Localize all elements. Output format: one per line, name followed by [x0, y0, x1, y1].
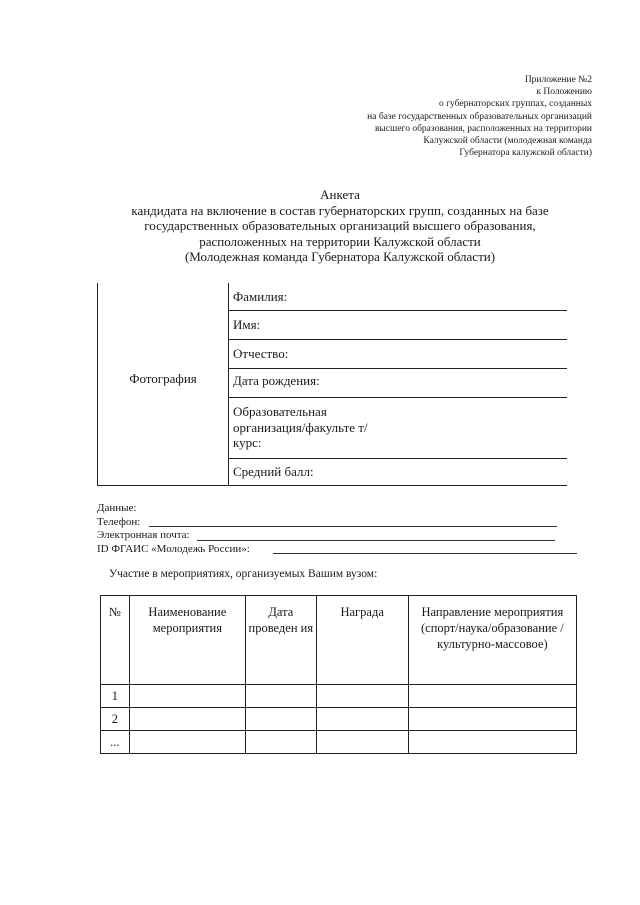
form-heading: Анкета: [320, 187, 360, 202]
col-direction-header: Направление мероприятия (спорт/наука/образование /культурно-массовое): [408, 596, 576, 685]
appendix-note: [292, 74, 592, 159]
birth-date-field[interactable]: [229, 369, 568, 398]
appendix-line: Калужской области (молодежная команда: [423, 136, 592, 147]
appendix-line: высшего образования, расположенных на территории: [374, 123, 592, 134]
fgais-input-line[interactable]: [273, 553, 577, 554]
first-name-label: Имя:: [233, 317, 261, 332]
first-name-field[interactable]: [229, 311, 568, 340]
fgais-row: [97, 543, 597, 557]
phone-row: [97, 516, 597, 530]
event-date-cell[interactable]: [246, 731, 317, 754]
event-name-cell[interactable]: [129, 731, 245, 754]
row-number: ...: [101, 731, 130, 754]
table-row: [101, 731, 577, 754]
surname-field[interactable]: [229, 283, 568, 311]
table-row: [101, 685, 577, 708]
col-number-header: №: [101, 596, 130, 685]
candidate-info-table: [97, 283, 567, 486]
event-direction-cell[interactable]: [408, 731, 576, 754]
email-input-line[interactable]: [197, 540, 555, 541]
photo-label: Фотография: [129, 371, 197, 386]
phone-label: Телефон:: [97, 515, 141, 528]
events-header-row: [101, 596, 577, 685]
surname-label: Фамилия:: [233, 289, 288, 304]
event-date-cell[interactable]: [246, 708, 317, 731]
fgais-label: ID ФГАИС «Молодежь России»:: [97, 542, 250, 555]
form-subtitle-line: государственных образовательных организаций высшего образования,: [144, 218, 536, 233]
participation-label: Участие в мероприятиях, организуемых Вашим вузом:: [109, 568, 378, 580]
appendix-line: о губернаторских группах, созданных: [439, 99, 592, 110]
phone-input-line[interactable]: [149, 526, 557, 527]
row-number: 1: [101, 685, 130, 708]
average-grade-label: Средний балл:: [233, 464, 314, 479]
average-grade-field[interactable]: [229, 459, 568, 486]
email-row: [97, 529, 597, 543]
photo-placeholder: [98, 283, 229, 486]
col-award-header: Награда: [316, 596, 408, 685]
event-date-cell[interactable]: [246, 685, 317, 708]
event-direction-cell[interactable]: [408, 685, 576, 708]
appendix-line: Губернатора калужской области): [459, 148, 592, 159]
row-number: 2: [101, 708, 130, 731]
email-label: Электронная почта:: [97, 529, 190, 541]
education-field[interactable]: [229, 398, 568, 459]
event-name-cell[interactable]: [129, 685, 245, 708]
form-title: [90, 187, 590, 265]
event-award-cell[interactable]: [316, 685, 408, 708]
table-row: [101, 708, 577, 731]
event-name-cell[interactable]: [129, 708, 245, 731]
appendix-line: на базе государственных образовательных организаций: [367, 111, 592, 122]
form-subtitle-line: расположенных на территории Калужской области: [199, 233, 481, 249]
col-event-name-header: Наименование мероприятия: [129, 596, 245, 685]
appendix-line: к Положению: [536, 87, 592, 98]
form-subtitle-line: кандидата на включение в состав губернаторских групп, созданных на базе: [131, 202, 549, 218]
contacts-header: [97, 502, 597, 516]
form-subtitle-line: (Молодежная команда Губернатора Калужской области): [184, 249, 496, 264]
education-label: Образовательная организация/факульте т/курс:: [233, 404, 368, 450]
event-award-cell[interactable]: [316, 731, 408, 754]
event-direction-cell[interactable]: [408, 708, 576, 731]
appendix-line: Приложение №2: [524, 75, 592, 85]
birth-date-label: Дата рождения:: [233, 373, 320, 388]
events-table: [100, 595, 577, 754]
patronymic-label: Отчество:: [233, 346, 289, 361]
col-date-header: Дата проведен ия: [246, 596, 317, 685]
contacts-header-label: Данные:: [97, 502, 137, 514]
contact-details: [97, 502, 597, 556]
event-award-cell[interactable]: [316, 708, 408, 731]
patronymic-field[interactable]: [229, 340, 568, 369]
